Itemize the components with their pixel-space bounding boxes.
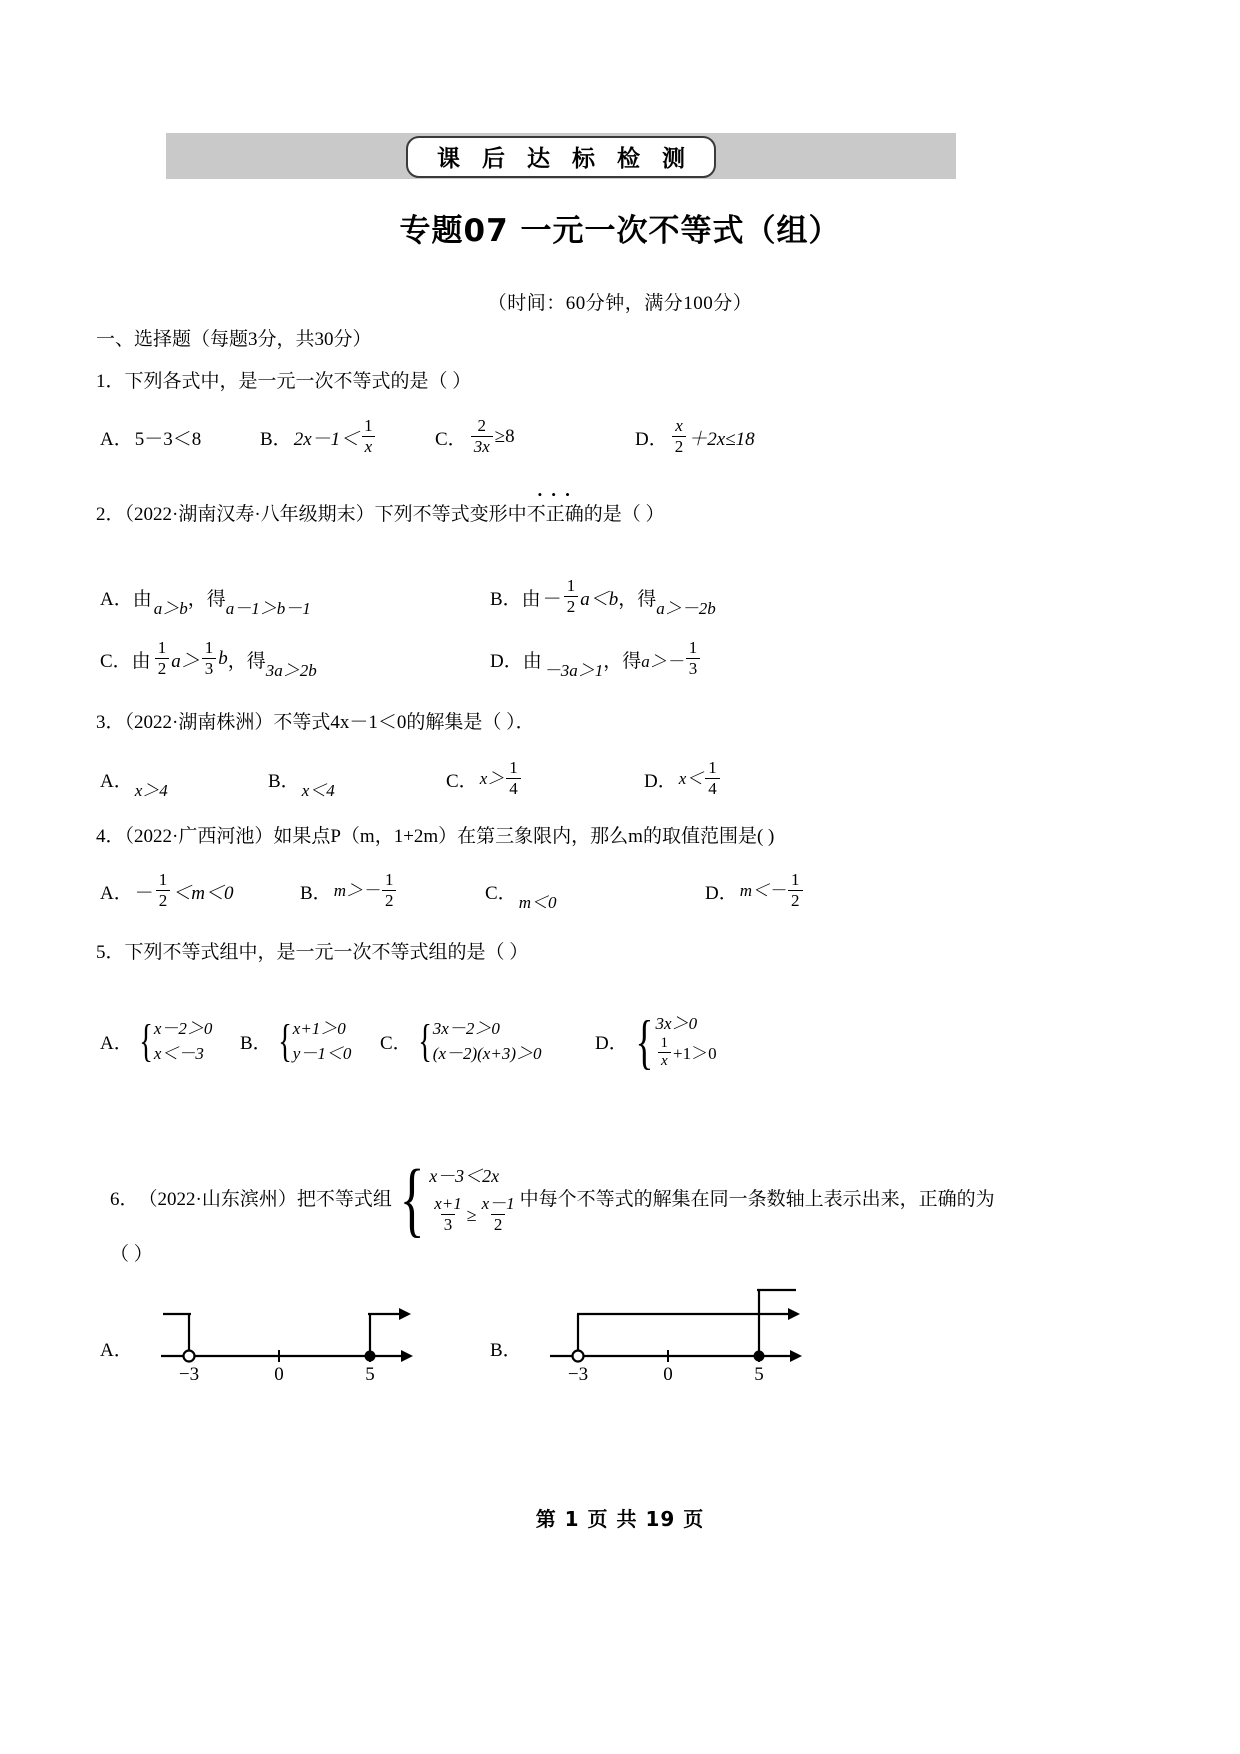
question-4-stem <box>96 827 774 848</box>
question-6-number: 6． <box>110 1188 139 1210</box>
page-title: 专题07 一元一次不等式（组） <box>399 213 841 249</box>
question-6-source: （2022·山东滨州） <box>138 1188 297 1210</box>
question-2-text-pre: 下列不等式变形中 <box>374 504 527 525</box>
question-6-answer-blank: （ ） <box>110 1244 153 1265</box>
option-result: 3a＞2b <box>265 660 317 680</box>
option-expression: 2x－1＜ <box>293 428 360 450</box>
option-condition: a＜b <box>580 588 619 610</box>
option-expression: m＜－ <box>739 880 787 900</box>
brace-icon: { <box>277 1015 292 1067</box>
svg-text:5: 5 <box>753 1364 764 1382</box>
option-sign: － <box>134 882 154 904</box>
option-expression: m＞－ <box>333 880 380 900</box>
question-3-options <box>100 760 722 799</box>
option-expression: b <box>218 648 228 670</box>
fraction: $\frac{1}{x}$ <box>361 417 376 456</box>
option-label: A． <box>100 428 133 450</box>
option-expression: m＜0 <box>518 892 557 912</box>
question-4-option-d[interactable] <box>705 872 805 911</box>
fraction: $\frac{1}{2}$ <box>788 871 803 910</box>
option-expression: x＜ <box>678 768 704 788</box>
inequality-system: { 3x＞0 $\frac{1}{x}$ +1＞0 <box>635 1008 717 1075</box>
fraction: $\frac{1}{x}$ <box>658 1036 672 1071</box>
question-2-stem <box>96 505 664 526</box>
brace-icon: { <box>138 1015 153 1067</box>
option-connector: ，得 <box>227 650 266 672</box>
header-banner <box>166 133 956 179</box>
exam-subtitle: （时间：60分钟，满分100分） <box>487 293 753 314</box>
fraction: $\frac{x-1}{2}$ <box>481 1194 515 1235</box>
question-3-source: （2022·湖南株洲） <box>124 712 274 733</box>
question-5-option-a[interactable] <box>100 1017 240 1066</box>
question-6-choice-a[interactable] <box>100 1292 414 1382</box>
option-expression: ≥8 <box>494 426 515 448</box>
question-1-stem <box>96 372 471 393</box>
fraction: $\frac{2}{3x}$ <box>471 417 493 456</box>
question-4-option-b[interactable] <box>300 872 485 911</box>
fraction: $\frac{1}{4}$ <box>506 759 521 798</box>
fraction: $\frac{1}{3}$ <box>686 639 701 678</box>
svg-text:−3: −3 <box>178 1364 199 1382</box>
option-label: A． <box>100 1033 133 1055</box>
svg-text:0: 0 <box>273 1364 284 1382</box>
page-footer: 第 1 页 共 19 页 <box>535 1507 705 1531</box>
question-1-text: 下列各式中，是一元一次不等式的是（ ） <box>124 371 472 392</box>
inequality-system: { 3x－2＞0 (x－2)(x+3)＞0 <box>417 1015 542 1067</box>
option-connector: ，得 <box>618 588 657 610</box>
inequality-system: { x－2＞0 x＜－3 <box>138 1015 213 1067</box>
brace-icon: { <box>635 1008 654 1075</box>
option-label: C． <box>380 1033 412 1055</box>
option-label: C． <box>485 882 517 904</box>
section-heading: 一、选择题（每题3分，共30分） <box>96 329 372 350</box>
fraction: $\frac{1}{2}$ <box>155 639 170 678</box>
question-2-options-row1 <box>100 578 716 617</box>
question-1-number: 1． <box>96 371 125 392</box>
option-condition: －3a＞1 <box>543 660 604 680</box>
question-4-source: （2022·广西河池） <box>124 826 274 847</box>
question-5-options <box>100 1008 717 1075</box>
fraction: $\frac{x+1}{3}$ <box>434 1194 462 1235</box>
option-connector: ，得 <box>187 588 226 610</box>
number-line-a <box>139 1292 414 1382</box>
question-1-option-a[interactable] <box>100 424 260 451</box>
question-5-option-c[interactable] <box>380 1017 595 1066</box>
option-label: D．由 <box>490 650 542 672</box>
option-result: a－1＞b－1 <box>225 598 311 618</box>
header-banner-text: 课 后 达 标 检 测 <box>436 146 693 172</box>
brace-icon: { <box>399 1153 425 1247</box>
question-3-option-c[interactable] <box>446 760 644 799</box>
brace-icon: { <box>417 1015 432 1067</box>
question-6-choice-b[interactable] <box>490 1272 803 1382</box>
question-1-option-c[interactable] <box>435 418 635 457</box>
question-4-options <box>100 872 805 911</box>
option-expression: ＜m＜0 <box>172 882 234 904</box>
question-5-stem <box>96 943 528 964</box>
option-expression: x＜4 <box>301 780 335 800</box>
question-6-text-pre: 把不等式组 <box>296 1188 392 1210</box>
question-5-number: 5． <box>96 942 125 963</box>
question-3-option-a[interactable] <box>100 766 268 800</box>
fraction: $\frac{1}{2}$ <box>382 871 397 910</box>
fraction: $\frac{x}{2}$ <box>672 417 687 456</box>
svg-text:0: 0 <box>662 1364 673 1382</box>
question-5-option-d[interactable] <box>595 1008 717 1075</box>
question-4-number: 4． <box>96 826 125 847</box>
question-1-option-d[interactable] <box>635 418 755 457</box>
option-label: B． <box>240 1033 272 1055</box>
relation-symbol: ≥ <box>466 1205 477 1226</box>
option-label: D． <box>705 882 738 904</box>
question-2-option-b[interactable] <box>490 578 716 617</box>
fraction: $\frac{1}{3}$ <box>202 639 217 678</box>
option-label: A． <box>100 770 133 792</box>
option-label: C． <box>446 770 478 792</box>
question-5-text: 下列不等式组中，是一元一次不等式组的是（ ） <box>124 942 529 963</box>
option-sign: － <box>542 588 562 610</box>
question-4-option-a[interactable] <box>100 872 300 911</box>
question-2-emphasis: • • • 不正确 <box>527 505 584 526</box>
question-3-number: 3． <box>96 712 125 733</box>
question-3-text: 不等式4x－1＜0的解集是（ ）． <box>273 712 535 733</box>
question-1-options <box>100 418 755 457</box>
question-3-stem <box>96 713 535 734</box>
question-2-option-c[interactable] <box>100 640 490 679</box>
question-6-text-post: 中每个不等式的解集在同一条数轴上表示出来，正确的为 <box>519 1188 995 1210</box>
option-label: B． <box>260 428 292 450</box>
option-label: A． <box>100 882 133 904</box>
question-2-text-post: 的是（ ） <box>583 504 665 525</box>
question-3-option-d[interactable] <box>644 760 722 799</box>
question-2-options-row2 <box>100 640 702 679</box>
option-label: D． <box>635 428 668 450</box>
question-5-option-b[interactable] <box>240 1017 380 1066</box>
option-result: a＞－ <box>641 651 684 671</box>
question-2-number: 2． <box>96 504 125 525</box>
question-4-option-c[interactable] <box>485 878 705 912</box>
option-condition: a＞b <box>153 598 188 618</box>
question-4-text: 如果点P（m，1+2m）在第三象限内，那么m的取值范围是( ) <box>273 826 775 847</box>
choice-a-label: A． <box>100 1340 133 1361</box>
option-label: B． <box>300 882 332 904</box>
option-label: B． <box>268 770 300 792</box>
question-3-option-b[interactable] <box>268 766 446 800</box>
fraction: $\frac{1}{2}$ <box>564 577 579 616</box>
svg-text:−3: −3 <box>567 1364 588 1382</box>
option-label: D． <box>595 1033 628 1055</box>
option-connector: ，得 <box>603 650 642 672</box>
option-result: a＞－2b <box>656 598 716 618</box>
question-6-inequality-system: { x－3＜2x $\frac{x+1}{3}$ ≥ $\frac{x-1}{2}$ <box>392 1165 520 1235</box>
svg-text:5: 5 <box>364 1364 375 1382</box>
option-label: C． <box>435 428 467 450</box>
option-label: A．由 <box>100 588 152 610</box>
option-expression: x＞ <box>479 768 505 788</box>
option-expression: x＞4 <box>134 780 168 800</box>
option-label: D． <box>644 770 677 792</box>
question-2-option-a[interactable] <box>100 584 490 618</box>
fraction: $\frac{1}{2}$ <box>156 871 171 910</box>
option-expression: ＋2x≤18 <box>688 428 755 450</box>
question-1-option-b[interactable] <box>260 418 435 457</box>
question-2-option-d[interactable] <box>490 640 702 679</box>
choice-b-label: B． <box>490 1340 522 1361</box>
option-expression: 5－3＜8 <box>134 428 202 450</box>
fraction: $\frac{1}{4}$ <box>705 759 720 798</box>
option-expression: a＞ <box>171 650 200 672</box>
question-2-source: （2022·湖南汉寿·八年级期末） <box>124 504 375 525</box>
number-line-b <box>528 1272 803 1382</box>
question-6-stem <box>110 1153 995 1247</box>
inequality-system: { x+1＞0 y－1＜0 <box>277 1015 352 1067</box>
option-label: C．由 <box>100 650 151 672</box>
header-banner-plate <box>406 136 716 178</box>
option-label: B．由 <box>490 588 541 610</box>
